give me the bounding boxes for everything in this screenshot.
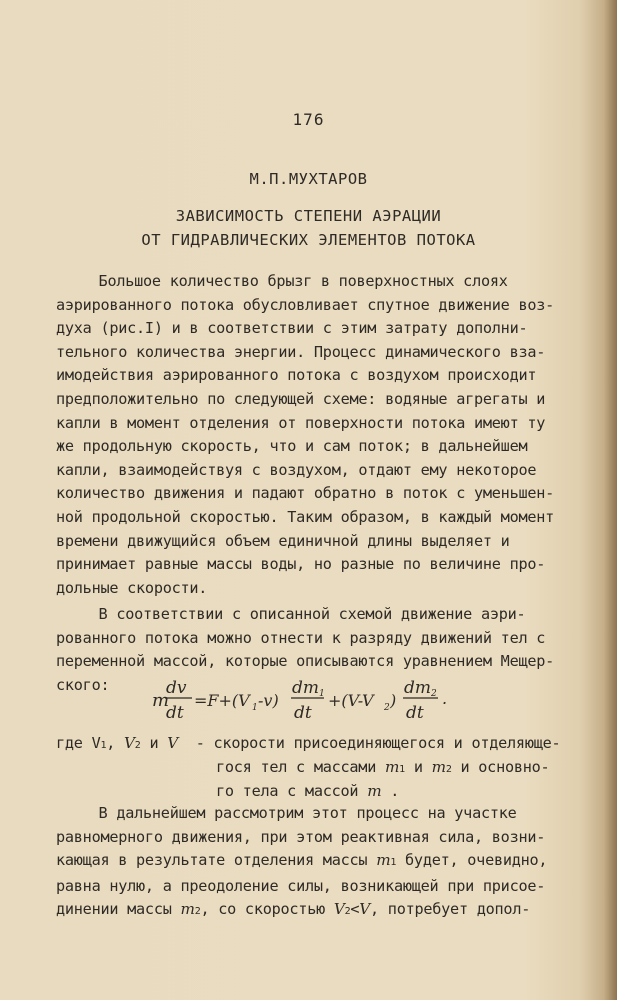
text-part: динении массы [56,900,172,919]
text-part: , потребует допол- [370,900,531,919]
text-line: имодействия аэрированного потока с воздухом происходит [56,366,537,385]
eq-sub-2: 2 [384,703,390,713]
text-line: количество движения и падают обратно в поток с уменьшен- [56,484,555,503]
author-name: М.П.МУХТАРОВ [249,170,368,188]
text-line: В соответствии с описанной схемой движение аэри- [98,605,526,623]
eq-m: m [152,690,170,711]
text-line: же продольную скорость, что и сам поток; в дальнейшем [56,437,528,456]
eq-sub-1: 1 [252,703,258,713]
text-line: капли в момент отделения от поверхности потока имеют ту [56,413,546,432]
eq-sub-m1: 1 [319,689,325,699]
eq-dm2: dm [404,678,432,698]
text-line: ной продольной скоростью. Таким образом, в каждый момент [56,507,555,526]
meshchersky-equation [152,676,472,722]
eq-part-1: =F+(V [194,691,250,710]
text-line: духа (рис.I) и в соответствии с этим затрату дополни- [56,319,528,338]
book-spine-shadow [603,0,617,1000]
where-end: и основно- [460,758,550,776]
equation-graphic [152,676,472,722]
text-line: предположительно по следующей схеме: водяные агрегаты и [56,389,546,408]
page-number: 176 [292,110,325,129]
text-line: времени движущийся объем единичной длины выделяет и [56,531,510,550]
eq-dv: dv [166,678,187,698]
where-line-2: гося тел с массами m1 и m2 и основно- [216,758,550,776]
where-text: гося тел с массами [216,758,377,776]
text-part: , со скоростью [200,900,325,919]
eq-sub-m2: 2 [431,689,437,699]
where-prefix: где V [56,734,101,752]
eq-close: ) [390,691,397,710]
text-line: рованного потока можно отнести к разряду движений тел с [56,628,546,647]
text-line: капли, взаимодействуя с воздухом, отдают ему некоторое [56,460,537,479]
where-line-1: где V1, V2 и V - скорости присоединяющегося и отделяюще- [56,734,561,752]
text-line: дольные скорости. [56,578,208,597]
where-line-3: го тела с массой m . [216,782,400,800]
eq-dot: . [442,689,448,708]
where-text-3: го тела с массой [216,782,359,800]
title-line-2: ОТ ГИДРАВЛИЧЕСКИХ ЭЛЕМЕНТОВ ПОТОКА [141,231,476,249]
paragraph-3 [56,802,548,924]
text-line: равна нулю, а преодоление силы, возникающей при присое- [56,876,546,895]
text-line: переменной массой, которые описываются уравнением Мещер- [56,652,555,671]
text-line: кающая в результате отделения массы m1 будет, очевидно, [56,851,548,870]
text-part: будет, очевидно, [405,851,548,870]
eq-dt-3: dt [406,703,424,722]
where-mid: - скорости присоединяющегося и отделяюще- [195,734,561,752]
text-line: аэрированного потока обусловливает спутное движение воз- [56,295,555,314]
where-and: и [413,758,423,776]
text-line: тельного количества энергии. Процесс динамического вза- [56,342,546,361]
eq-dt-1: dt [166,703,184,722]
paragraph-1 [56,270,598,600]
text-line: динении массы m2, со скоростью V2<V, потребует допол- [56,900,531,919]
text-line: равномерного движения, при этом реактивная сила, возни- [56,827,546,846]
eq-dm1: dm [292,678,320,698]
text-part: кающая в результате отделения массы [56,851,368,870]
title-line-1: ЗАВИСИМОСТЬ СТЕПЕНИ АЭРАЦИИ [175,207,442,225]
eq-part-3: +(V-V [328,691,374,710]
text-line: В дальнейшем рассмотрим этот процесс на участке [98,804,517,822]
text-line: принимает равные массы воды, но разные по величине про- [56,555,546,574]
eq-part-2: -v) [258,691,279,710]
eq-dt-2: dt [294,703,312,722]
text-line: ского: [56,675,110,694]
text-line: Большое количество брызг в поверхностных слоях [98,272,508,290]
